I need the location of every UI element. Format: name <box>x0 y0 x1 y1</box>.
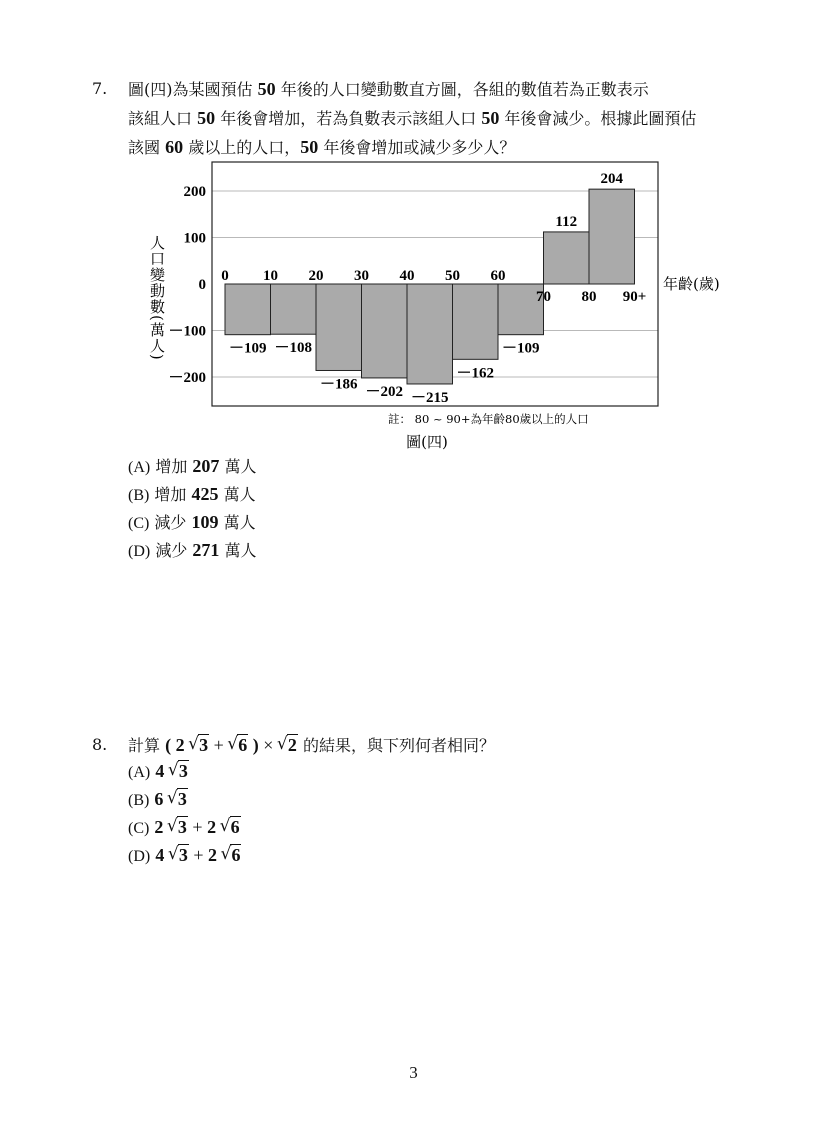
option-expression: 2 √ 3 + 2 √ 6 <box>154 817 240 837</box>
histogram-bar <box>544 232 590 284</box>
x-tick-label: 0 <box>221 268 229 284</box>
x-tick-label: 90+ <box>622 289 647 305</box>
question-8-stem: 計算 ( 2 √ 3 + √ 6 ) × √ 2 的結果，與下列何者相同？ <box>128 731 495 760</box>
q7-option-c[interactable]: (C) 減少 109 萬人 <box>128 512 256 532</box>
x-tick-label: 70 <box>536 289 551 305</box>
question-7-line-3: 該國 60 歲以上的人口，50 年後會增加或減少多少人？ <box>128 137 516 157</box>
question-7-line-2: 該組人口 50 年後會增加，若為負數表示該組人口 50 年後會減少。根據此圖預估 <box>128 108 697 128</box>
option-expression: 4 √ 3 <box>155 761 189 781</box>
bar-value-label: －109 <box>501 340 540 357</box>
bar-value-label: 204 <box>600 171 623 188</box>
histogram-bar <box>453 284 499 359</box>
x-tick-label: 80 <box>581 289 597 305</box>
y-tick-label: －100 <box>168 323 206 340</box>
question-number: 7. <box>92 79 108 98</box>
x-tick-label: 10 <box>263 268 278 284</box>
x-tick-label: 50 <box>445 268 460 284</box>
bar-value-label: 112 <box>555 213 578 230</box>
bar-value-label: －202 <box>365 383 404 400</box>
chart-note: 註： 80 ~ 90+為年齡80歲以上的人口 <box>388 412 589 426</box>
x-tick-label: 20 <box>308 268 324 284</box>
q8-option-b[interactable]: (B) 6 √ 3 <box>128 789 188 810</box>
y-axis-label: 人口變動數(萬人) <box>148 235 166 361</box>
bar-value-label: －108 <box>274 340 313 357</box>
histogram-bar <box>407 284 453 384</box>
question-7-line-1: 圖(四)為某國預估 50 年後的人口變動數直方圖，各組的數值若為正數表示 <box>128 79 649 99</box>
y-tick-label: －200 <box>168 370 206 386</box>
histogram-bar <box>316 284 362 370</box>
histogram-bar <box>225 284 271 335</box>
option-expression: 4 √ 3 + 2 √ 6 <box>155 845 241 865</box>
bar-value-label: －215 <box>410 389 449 406</box>
histogram-bar <box>362 284 408 378</box>
x-tick-label: 30 <box>354 268 369 284</box>
x-tick-label: 40 <box>399 268 415 284</box>
figure-caption: 圖(四) <box>406 433 448 451</box>
question-7 <box>92 75 696 162</box>
q7-option-d[interactable]: (D) 減少 271 萬人 <box>128 540 257 560</box>
q7-option-a[interactable]: (A) 增加 207 萬人 <box>128 456 257 476</box>
y-tick-label: 100 <box>183 230 206 247</box>
page-number: 3 <box>409 1063 418 1082</box>
bar-value-label: －109 <box>228 340 267 357</box>
bar-value-label: －162 <box>456 365 495 382</box>
q8-option-d[interactable]: (D) 4 √ 3 + 2 √ 6 <box>128 845 241 866</box>
q8-option-a[interactable]: (A) 4 √ 3 <box>128 761 189 782</box>
question-number: 8. <box>92 735 108 754</box>
expression: ( 2 √ 3 + √ 6 ) × √ 2 <box>165 735 298 755</box>
population-change-histogram <box>130 160 730 455</box>
y-tick-label: 200 <box>183 184 206 200</box>
question-8 <box>92 731 495 760</box>
bar-value-label: －186 <box>319 376 358 393</box>
histogram-bar <box>271 284 317 334</box>
histogram-bar <box>589 189 635 284</box>
option-expression: 6 √ 3 <box>154 789 188 809</box>
q8-option-c[interactable]: (C) 2 √ 3 + 2 √ 6 <box>128 817 241 838</box>
x-tick-label: 60 <box>490 268 506 284</box>
q7-option-b[interactable]: (B) 增加 425 萬人 <box>128 484 256 504</box>
x-axis-label: 年齡(歲) <box>663 275 720 293</box>
y-tick-label: 0 <box>198 277 206 293</box>
